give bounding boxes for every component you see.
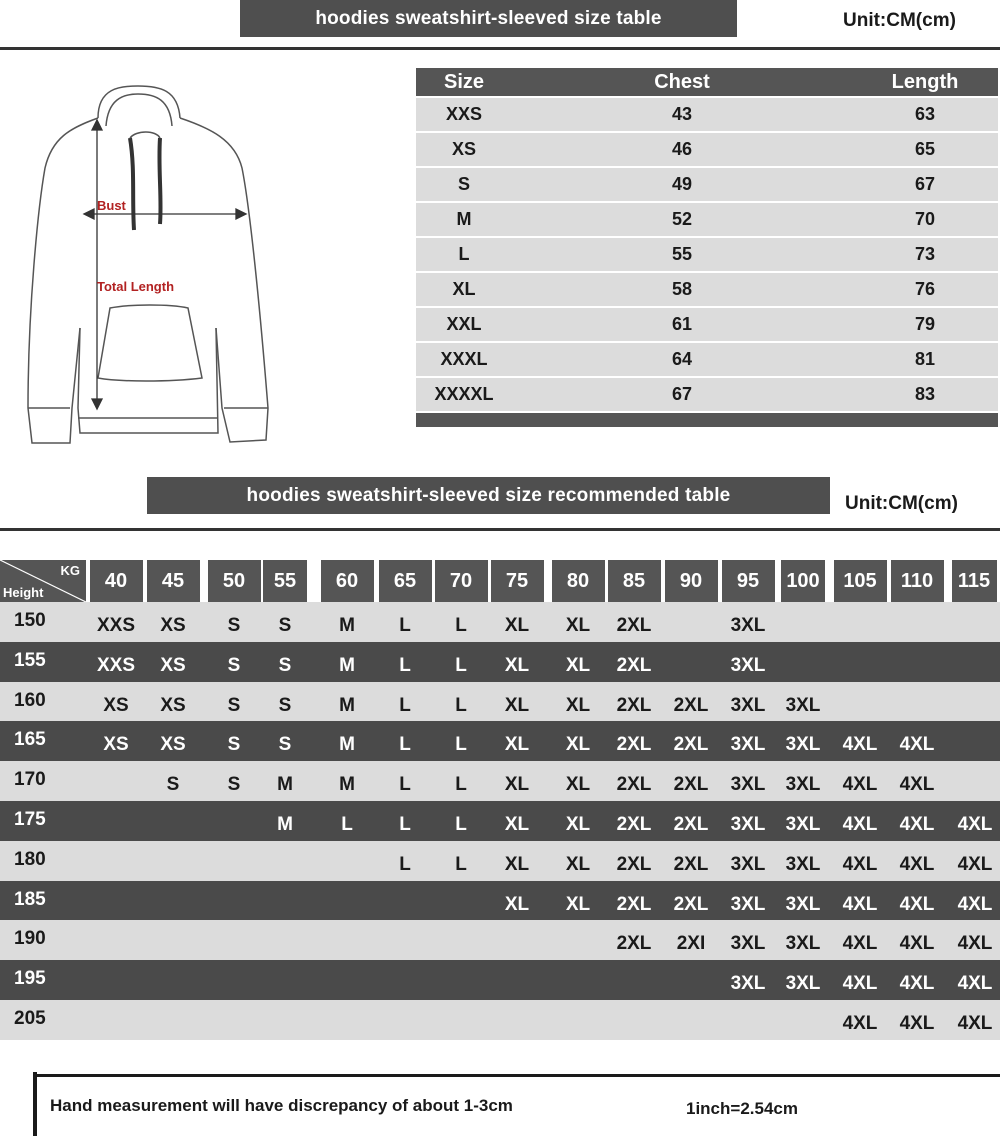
corner-kg-label: KG [60, 563, 80, 578]
size-cell: 4XL [899, 973, 935, 995]
size-cell: XL [452, 279, 476, 299]
size-row [416, 166, 998, 201]
size-cell: L [458, 244, 470, 264]
size-cell: 3XL [730, 734, 766, 756]
size-cell: XL [565, 734, 591, 756]
total-length-label: Total Length [97, 279, 175, 294]
size-cell: S [227, 615, 241, 636]
kg-header-cell: 75 [491, 560, 544, 602]
size-cell: S [227, 654, 241, 676]
size-cell: 2XL [616, 734, 652, 756]
height-row [0, 602, 1000, 642]
footer-bracket-horizontal [33, 1074, 1000, 1077]
size-row [416, 271, 998, 306]
size-cell: L [455, 615, 467, 636]
height-row [0, 920, 1000, 960]
size-cell: 3XL [785, 774, 821, 796]
size-cell: XS [160, 694, 186, 716]
size-cell: 2XL [673, 734, 709, 756]
height-row [0, 642, 1000, 682]
kg-header-cell: 70 [435, 560, 488, 602]
chest-cell: 52 [671, 209, 693, 229]
size-cell: XL [504, 734, 530, 756]
size-cell: L [399, 694, 411, 716]
length-cell: 76 [914, 279, 936, 299]
size-cell: XL [504, 853, 530, 875]
size-table [416, 68, 998, 427]
height-row [0, 682, 1000, 722]
size-cell: XS [103, 734, 129, 756]
height-cell: 185 [14, 888, 46, 910]
size-cell: M [456, 209, 472, 229]
size-cell: 4XL [899, 1012, 935, 1034]
length-cell: 83 [914, 384, 936, 404]
size-cell: 3XL [785, 853, 821, 875]
size-cell: S [278, 734, 292, 756]
size-cell: XL [504, 893, 530, 915]
size-cell: 3XL [785, 694, 821, 716]
size-table-unit: Unit:CM(cm) [843, 10, 956, 31]
height-cell: 190 [14, 928, 46, 950]
size-cell: 2XL [616, 615, 652, 636]
size-cell: 3XL [730, 853, 766, 875]
size-cell: M [339, 654, 355, 676]
size-cell: XL [565, 694, 591, 716]
size-cell: 4XL [899, 893, 935, 915]
size-cell: M [339, 615, 355, 636]
size-cell: XXXL [440, 349, 488, 369]
hoodie-diagram [10, 78, 310, 458]
size-cell: 2XL [616, 893, 652, 915]
size-cell: S [278, 615, 292, 636]
height-cell: 150 [14, 610, 46, 631]
kg-header-cell: 95 [722, 560, 775, 602]
kg-header-cell: 45 [147, 560, 200, 602]
height-cell: 205 [14, 1007, 46, 1029]
kg-header-cell: 110 [891, 560, 944, 602]
size-cell: M [277, 813, 293, 835]
size-cell: M [339, 774, 355, 796]
middle-divider [0, 528, 1000, 531]
size-cell: XL [565, 813, 591, 835]
size-cell: 3XL [730, 615, 766, 636]
size-cell: 2XL [673, 893, 709, 915]
header-length: Length [891, 70, 959, 93]
size-row [416, 236, 998, 271]
size-cell: XS [103, 694, 129, 716]
size-cell: 2XL [616, 654, 652, 676]
size-cell: XL [504, 654, 530, 676]
size-row [416, 306, 998, 341]
length-cell: 63 [914, 104, 936, 124]
height-row [0, 881, 1000, 921]
bust-label: Bust [97, 198, 126, 213]
size-cell: L [399, 734, 411, 756]
size-cell: L [455, 813, 467, 835]
corner-height-label: Height [3, 585, 44, 600]
height-cell: 195 [14, 968, 46, 990]
size-cell: 2XL [673, 853, 709, 875]
recommend-table-header [0, 560, 1000, 602]
height-row [0, 841, 1000, 881]
size-cell: XL [504, 774, 530, 796]
kg-header-cell: 80 [552, 560, 605, 602]
header-corner [0, 560, 86, 602]
size-cell: 4XL [842, 853, 878, 875]
size-cell: L [399, 654, 411, 676]
size-cell: 4XL [899, 734, 935, 756]
size-cell: 3XL [730, 774, 766, 796]
recommend-table-title: hoodies sweatshirt-sleeved size recommended table [147, 477, 830, 514]
size-cell: 3XL [730, 654, 766, 676]
size-cell: L [399, 813, 411, 835]
footer-bracket-vertical [33, 1072, 37, 1136]
header-size: Size [443, 70, 485, 93]
length-cell: 67 [914, 174, 936, 194]
size-cell: 4XL [899, 933, 935, 955]
size-row [416, 201, 998, 236]
size-cell: 2XL [616, 813, 652, 835]
size-cell: 2XL [616, 933, 652, 955]
kg-header-cell: 100 [781, 560, 825, 602]
size-cell: L [455, 654, 467, 676]
length-cell: 70 [914, 209, 936, 229]
size-cell: XL [504, 694, 530, 716]
size-cell: 4XL [842, 933, 878, 955]
kg-header-cell: 90 [665, 560, 718, 602]
size-row [416, 96, 998, 131]
size-cell: XS [451, 139, 476, 159]
size-cell: L [399, 615, 411, 636]
height-cell: 155 [14, 649, 46, 671]
size-cell: 2XL [673, 694, 709, 716]
size-cell: 4XL [957, 853, 993, 875]
size-cell: L [399, 774, 411, 796]
size-cell: 4XL [842, 893, 878, 915]
size-row [416, 376, 998, 411]
size-cell: S [227, 774, 241, 796]
size-cell: S [227, 734, 241, 756]
size-cell: XL [565, 615, 591, 636]
length-cell: 65 [914, 139, 936, 159]
size-cell: 4XL [957, 973, 993, 995]
kg-header-cell: 60 [321, 560, 374, 602]
recommend-table [0, 560, 1000, 1040]
size-cell: M [339, 694, 355, 716]
size-cell: L [455, 853, 467, 875]
size-cell: XS [160, 734, 186, 756]
size-cell: 4XL [957, 893, 993, 915]
size-cell: M [339, 734, 355, 756]
height-cell: 165 [14, 729, 46, 751]
size-cell: 4XL [957, 933, 993, 955]
height-row [0, 761, 1000, 801]
chest-cell: 55 [671, 244, 693, 264]
chest-cell: 46 [671, 139, 693, 159]
size-cell: 3XL [785, 734, 821, 756]
size-cell: XS [160, 654, 186, 676]
size-cell: 3XL [730, 893, 766, 915]
size-cell: 4XL [899, 853, 935, 875]
size-cell: XL [565, 893, 591, 915]
size-cell: 2XL [616, 694, 652, 716]
size-cell: XXL [446, 314, 482, 334]
size-cell: L [455, 734, 467, 756]
size-cell: S [278, 694, 292, 716]
size-cell: XL [565, 774, 591, 796]
height-row [0, 960, 1000, 1000]
size-cell: 4XL [957, 813, 993, 835]
size-cell: XL [504, 615, 530, 636]
size-cell: 4XL [842, 1012, 878, 1034]
size-cell: XXXXL [434, 384, 494, 404]
size-cell: XS [160, 615, 186, 636]
chest-cell: 61 [671, 314, 693, 334]
size-cell: 3XL [785, 973, 821, 995]
size-cell: 4XL [842, 774, 878, 796]
kg-header-cell: 55 [263, 560, 307, 602]
height-cell: 160 [14, 689, 46, 711]
kg-header-cell: 115 [952, 560, 997, 602]
measurement-note: Hand measurement will have discrepancy of about 1-3cm [50, 1096, 513, 1115]
size-cell: 4XL [957, 1012, 993, 1034]
height-cell: 180 [14, 848, 46, 870]
size-cell: 4XL [842, 734, 878, 756]
chest-cell: 64 [671, 349, 693, 369]
size-cell: XL [565, 654, 591, 676]
chest-cell: 43 [671, 104, 693, 124]
height-row [0, 721, 1000, 761]
size-cell: S [166, 774, 180, 796]
size-cell: 2XL [673, 774, 709, 796]
size-cell: 3XL [785, 893, 821, 915]
kg-header-cell: 85 [608, 560, 661, 602]
kg-header-cell: 65 [379, 560, 432, 602]
size-cell: 2XL [673, 813, 709, 835]
kg-header-cell: 105 [834, 560, 887, 602]
header-chest: Chest [654, 70, 710, 93]
chest-cell: 58 [671, 279, 693, 299]
size-cell: 2XI [676, 933, 706, 955]
length-cell: 81 [914, 349, 936, 369]
size-row [416, 131, 998, 166]
size-cell: 3XL [730, 933, 766, 955]
height-row [0, 801, 1000, 841]
size-cell: S [457, 174, 470, 194]
length-cell: 73 [914, 244, 936, 264]
size-cell: XXS [445, 104, 483, 124]
size-cell: 4XL [899, 774, 935, 796]
height-row [0, 1000, 1000, 1040]
size-cell: L [399, 853, 411, 875]
height-cell: 170 [14, 769, 46, 791]
size-cell: L [455, 774, 467, 796]
height-cell: 175 [14, 808, 46, 830]
top-divider [0, 47, 1000, 50]
size-cell: M [277, 774, 293, 796]
size-cell: 2XL [616, 853, 652, 875]
size-table-title: hoodies sweatshirt-sleeved size table [240, 0, 737, 37]
size-cell: L [341, 813, 353, 835]
size-cell: 3XL [785, 813, 821, 835]
size-row [416, 341, 998, 376]
inch-conversion: 1inch=2.54cm [686, 1099, 798, 1118]
size-cell: XL [565, 853, 591, 875]
size-table-footer-bar [416, 411, 998, 427]
chest-cell: 67 [671, 384, 693, 404]
size-cell: 4XL [899, 813, 935, 835]
size-table-header [416, 68, 998, 96]
size-cell: XL [504, 813, 530, 835]
size-cell: XXS [96, 654, 136, 676]
size-cell: 2XL [616, 774, 652, 796]
size-cell: XXS [96, 615, 136, 636]
size-cell: 3XL [730, 694, 766, 716]
recommend-table-unit: Unit:CM(cm) [845, 493, 958, 514]
kg-header-cell: 50 [208, 560, 261, 602]
chest-cell: 49 [671, 174, 693, 194]
size-cell: 4XL [842, 813, 878, 835]
size-cell: S [227, 694, 241, 716]
size-cell: L [455, 694, 467, 716]
length-cell: 79 [914, 314, 936, 334]
size-cell: 3XL [730, 973, 766, 995]
size-cell: S [278, 654, 292, 676]
kg-header-cell: 40 [90, 560, 143, 602]
size-cell: 3XL [785, 933, 821, 955]
size-cell: 3XL [730, 813, 766, 835]
size-cell: 4XL [842, 973, 878, 995]
